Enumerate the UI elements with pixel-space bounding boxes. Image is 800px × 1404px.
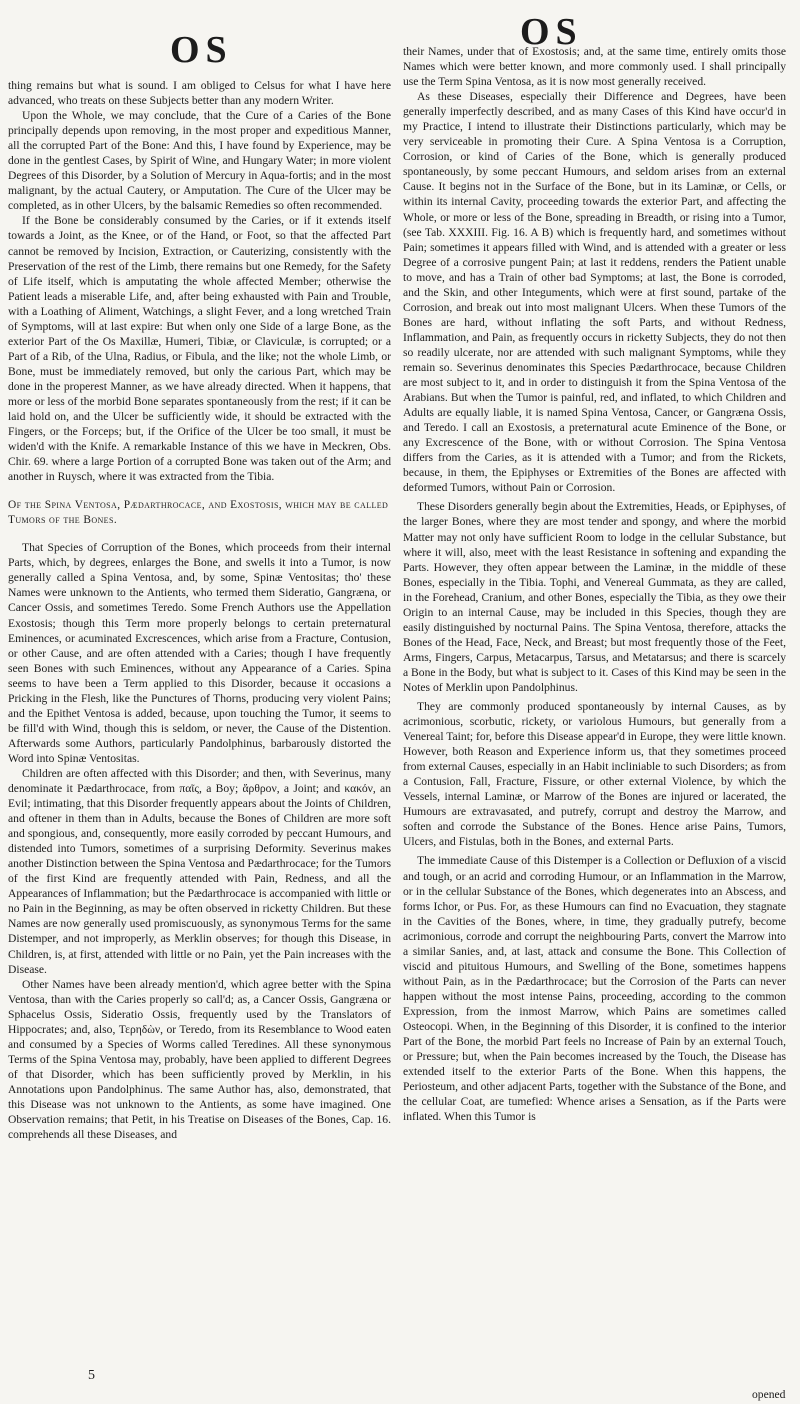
section-heading: Of the Spina Ventosa, Pædarthrocace, and Exostosis, which may be called Tumors of the Bones. — [8, 499, 389, 527]
paragraph: That Species of Corruption of the Bones, which proceeds from their internal Parts, which, by degrees, enlarges the Bone, and swells it into a Tumor, is now generally called a Spina Ventosa, and, by some, Spinæ Ventositas; tho' these Names were unknown to the Antients, who termed them Sideratio, Gangræna, or Cancer Ossis, and sometimes Teredo. Some French Authors use the Appellation Exostosis; though this Term more properly belongs to certain preternatural Eminences, or acuminated Excrescences, which arise from a Fracture, Contusion, or other Cause, and are often attended with a Caries; though I have frequently seen Bones with such Eminences, without any Appearance of a Caries. Spina seems to have been a Term applied to this Disorder, because it occasions a Pricking in the Flesh, like the Punctures of Thorns, producing very violent Pains; and the Epithet Ventosa is added, because, upon touching the Tumor, it seems to be fill'd with Wind, though this is seldom, or never, the Cause of the Distention. Afterwards some Authors, particularly Pandolphinus, barbarously distorted the Word into Spinæ Ventositas. — [8, 541, 391, 765]
paragraph: Upon the Whole, we may conclude, that the Cure of a Caries of the Bone principally depends upon removing, in the most proper and expeditious Manner, all the corrupted Part of the Bone: And this, I have found by Experience, may be done in the gentlest Cases, by Spirit of Wine, and Hungary Water; in more violent Degrees of this Disorder, by a Solution of Mercury in Aqua-fortis; and in the most malignant, by the actual Cautery, or Amputation. The Cure of the Ulcer may be completed, as in other Ulcers, by the balsamic Remedies so often recommended. — [8, 109, 391, 213]
paragraph: thing remains but what is sound. I am obliged to Celsus for what I have here advanced, who treats on these Subjects better than any modern Writer. — [8, 79, 391, 108]
catchword: opened — [752, 1388, 786, 1401]
running-header-left: OS — [170, 29, 233, 71]
paragraph: The immediate Cause of this Distemper is a Collection or Defluxion of a viscid and tough, or an acrid and corroding Humour, or an Inflammation in the Marrow, or in the cellular Substance of the Bones, which degenerates into an Abscess, and forms Ichor, or Pus. For, as these Humours can find no Evacuation, they stagnate in the Cavities of the Bones, where, in time, they gradually putrefy, become acrimonious, corrode and corrupt the neighbouring Parts, convert the Marrow into a similar Sanies, and, at last, attack and consume the Bone. This Collection of viscid and pituitous Humours, and Swelling of the Bone, sometimes happens without Pain, as in the Pædarthrocace; but the Corrosion of the Parts can never happen without the most intense Pains, proceeding, according to the common Expression, from the inmost Marrow, which Pains are sometimes called Osteocopi. When, in the Beginning of this Disorder, it is confined to the interior Part of the Bone, the morbid Part feels no Increase of Pain by an external Touch, or Pressure; but, when the Pain becomes increased by the Touch, the Disease has extended itself to the exterior Parts of the Bone. When this happens, the Periosteum, and other adjacent Parts, together with the Substance of the Bone, and the cellular Coat, are tumefied: Whence arises a Sensation, as if the Parts were inflated. When this Tumor is — [403, 854, 786, 1124]
right-column — [403, 44, 786, 1384]
paragraph: They are commonly produced spontaneously by internal Causes, as by acrimonious, scorbutic, rickety, or variolous Humours, but generally from a Venereal Taint; for, before this Disease appear'd in Europe, they were little known. However, both Reason and Experience inform us, that they sometimes proceed from external Causes, especially in an Habit incliniable to such Disorders; as from a Contusion, Fall, Fracture, Fissure, or other external Violence, by which the Vessels, internal Laminæ, or Marrow of the Bones are injured or lacerated, the Humours are extravasated, and putrefy, corrupt and destroy the Marrow, and soften and corrode the Substance of the Bones. Hence arise Pains, Tumors, Ulcers, and Fistulas, both in the Bones, and external Parts. — [403, 700, 786, 849]
paragraph: These Disorders generally begin about the Extremities, Heads, or Epiphyses, of the larger Bones, where they are most tender and spongy, and where the morbid Matter may not only have sufficient Room to lodge in the cellular Substance, but where it will, also, meet with the least Resistance in softening and expanding the Parts. However, they often appear between the Laminæ, in the middle of these Bones, especially in the Tibia. Tophi, and Venereal Gummata, as they are called, in the Forehead, Cranium, and other Bones, especially the Tibia, as they owe their Origin to an internal Cause, may be included in this Species, though they are easily distinguished by nocturnal Pains. The Spina Ventosa, therefore, attacks the Bones of the Head, Face, Neck, and Breast; but most frequently those of the Feet, Arms, Fingers, Carpus, Metacarpus, Tarsus, and Metatarsus; and there is scarcely a Bone in the Body, but what is subject to it. Cases of this Kind may be seen in the Notes of Merklin upon Pandolphinus. — [403, 500, 786, 694]
left-column — [8, 78, 391, 1378]
signature-mark: 5 — [88, 1368, 95, 1383]
running-header-right: OS — [520, 11, 583, 53]
paragraph: Other Names have been already mention'd, which agree better with the Spina Ventosa, than with the Caries properly so call'd; as, a Cancer Ossis, Gangræna or Sphacelus Ossis, Sideratio Ossis, frequently used by the Translators of Hippocrates; and, also, Τερηδὼν, or Teredo, from its Resemblance to Wood eaten and consumed by a Species of Worms called Teredines. All these synonymous Terms of the Spina Ventosa may, probably, have been applied to different Degrees of that Disorder, which has been sufficiently proved by Merklin, in his Annotations upon Pandolphinus. The same Author has, also, demonstrated, that this Disease was not unknown to the Antients, as some have imagined. One Observation remains; that Petit, in his Treatise on Diseases of the Bones, Cap. 16. comprehends all these Diseases, and — [8, 977, 391, 1142]
paragraph: their Names, under that of Exostosis; and, at the same time, entirely omits those Names which were better known, and more commonly used. I shall principally use the Term Spina Ventosa, as it is now most generally received. — [403, 45, 786, 89]
paragraph: If the Bone be considerably consumed by the Caries, or if it extends itself towards a Joint, as the Knee, or of the Hand, or Foot, so that the affected Part cannot be removed by Incision, Extraction, or Cauterizing, consistently with the Preservation of the rest of the Limb, there remains but one Remedy, for the Safety of Life itself, which is amputating the whole affected Member; otherwise the Patient leads a miserable Life, and, after being exhausted with Pain and Trouble, with a Loathing of Aliment, Watchings, a slight Fever, and a long wretched Train of Symptoms, will at last expire: But when only one Side of a large Bone, as the exterior Part of the Os Maxillæ, Humeri, Tibiæ, or Claviculæ, is corrupted; or a Part of a Rib, of the Ulna, Radius, or Fibula, and the like; not the whole Limb, or Bone, must be immediately removed, but only the carious Part, which may be done in the properest Manner, as we have already directed. When it happens, that more or less of the morbid Bone separates spontaneously from the rest; if it can be laid hold on, and the Ulcer be sufficiently wide, it should be extracted with the Fingers, or the Forceps; but, if the Orifice of the Ulcer be too small, it must be widen'd with the Knife. A remarkable Instance of this we have in Meckren, Obs. Chir. 69. where a large Portion of a corrupted Bone was taken out of the Arm; and another in Ruysch, where it was extracted from the Tibia. — [8, 214, 391, 484]
paragraph: Children are often affected with this Disorder; and then, with Severinus, many denominate it Pædarthrocace, from παῖς, a Boy; ἄρθρον, a Joint; and κακόν, an Evil; intimating, that this Disorder frequently appears about the Joints of Children, and oftener in them than in Adults, because the Bones of Children are more soft and spongious, and, consequently, more easily corroded by peccant Humours, and distended into Tumors, sometimes of a surprising Deformity. Severinus makes another Distinction between the Spina Ventosa and Pædarthrocace; for the Tumors of the first Kind are frequently attended with Pain, Redness, and all the Appearances of Inflammation; but the Pædarthrocace is accompanied with little or no Pain in the Beginning, as may be often observed in ricketty Children. But these Names are now generally used promiscuously, as synonymous Terms for the same Distemper, and not improperly, as Merklin observes; for though this Disease, in Children, is, at first, attended with little or no Pain, yet the Pain increases with the Disease. — [8, 766, 391, 976]
paragraph: As these Diseases, especially their Difference and Degrees, have been generally imperfectly described, and as many Cases of this Kind have occur'd in my Practice, I intend to illustrate their Distinctions particularly, which may be very serviceable in promoting their Cure. A Spina Ventosa is a Corruption, Corrosion, or kind of Caries of the Bone, which is generally produced spontaneously, by some peccant Humours, and seldom arises from an external Cause. It begins not in the Surface of the Bone, but in its Laminæ, or Cells, or within its internal Cavity, proceeding towards the exterior Part, and affecting the Whole, or more or less of the Bone, spreading in Breadth, or rising into a Tumor, (see Tab. XXXIII. Fig. 16. A B) which is frequently hard, and sometimes without Pain; sometimes it appears filled with Wind, and is attended with a greater or less Degree of a corrosive pungent Pain; at last it reddens, renders the Patient unable to move, and has a Train of other bad Symptoms; at last, the Bone is corroded, and the Skin, and other Integuments, which were at first sound, partake of the Corrosion, and break out into most malignant Ulcers. When these Tumors of the Bones are hard, without inflating the soft Parts, and without Redness, Inflammation, and Pain, as frequently occurs in ricketty Subjects, they do not then so readily ulcerate, nor are attended with such malignant Symptoms, while they remain so. Severinus denominates this Species Pædarthrocace, because Children are most subject to it, and in order to distinguish it from the Spina Ventosa of the Arabians. But when the Tumor is painful, red, and inflated, to which Children and Adults are equally liable, it is named Spina Ventosa, Cancer, or Gangræna Ossis, and Teredo. I call an Exostosis, a preternatural acute Eminence of the Bone, or any Excrescence of the Bone, with or without Corrosion. The Spina Ventosa differs from the Caries, as it is attended with a Tumor; and from the Rickets, because, in them, the Epiphyses or Extremities of the Bones are affected with deformed Tumors, without Pain or Corrosion. — [403, 90, 786, 495]
